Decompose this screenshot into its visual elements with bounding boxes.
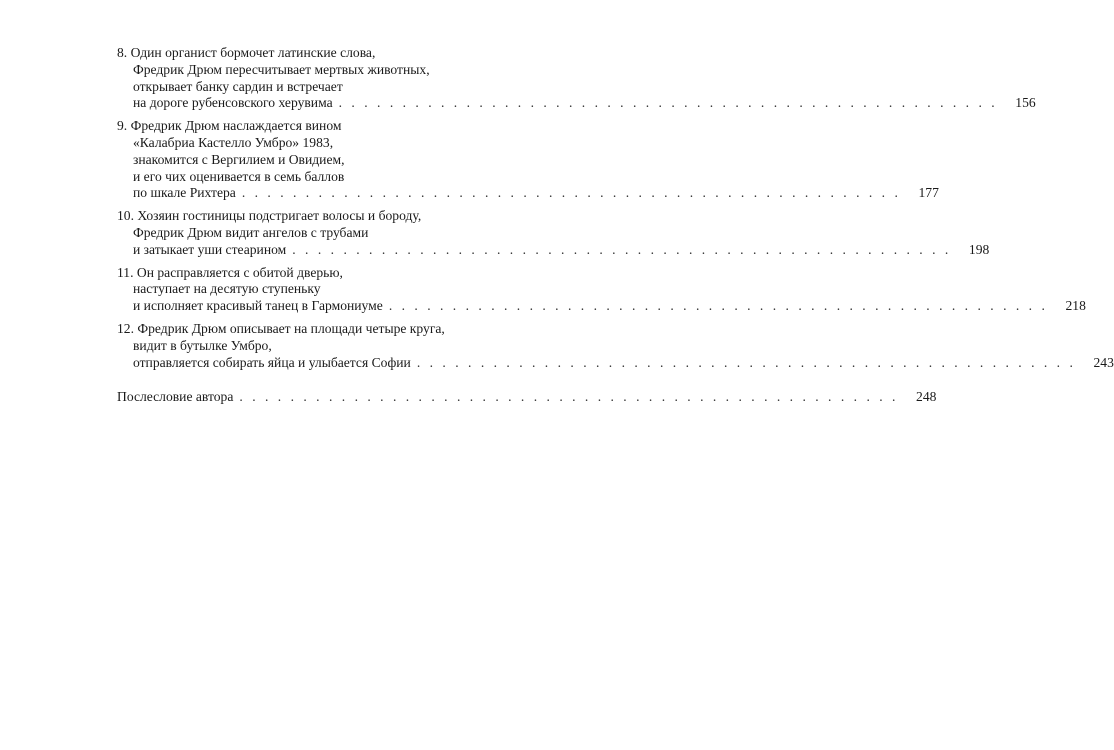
dot-leader: . . . . . . . . . . . . . . . . . . . . . . . . . . . . . . . . . . . . . . . . . . . . . . . . . . . . — [338, 95, 998, 111]
toc-entry-title: 10. Хозяин гостиницы подстригает волосы и бороду, — [117, 208, 422, 224]
table-of-contents — [117, 45, 1114, 412]
toc-entry-line: и исполняет красивый танец в Гармониуме — [133, 298, 383, 314]
page-number: 177 — [918, 185, 939, 201]
toc-entry-11[interactable] — [117, 264, 1086, 315]
toc-entry-line: и его чих оценивается в семь баллов — [133, 168, 345, 184]
dot-leader: . . . . . . . . . . . . . . . . . . . . . . . . . . . . . . . . . . . . . . . . . . . . . . . . . . . . — [388, 298, 1048, 314]
toc-entry-line: наступает на десятую ступеньку — [133, 281, 321, 297]
toc-entry-title: 11. Он расправляется с обитой дверью, — [117, 264, 343, 280]
page-number: 248 — [916, 389, 937, 405]
toc-entry-8[interactable] — [117, 45, 1036, 112]
toc-entry-12[interactable] — [117, 320, 1114, 371]
toc-entry-line: видит в бутылке Умбро, — [133, 337, 272, 353]
toc-entry-last-line — [117, 298, 1086, 315]
dot-leader: . . . . . . . . . . . . . . . . . . . . . . . . . . . . . . . . . . . . . . . . . . . . . . . . . . . . — [292, 241, 952, 257]
page-number: 156 — [1015, 95, 1036, 111]
toc-entry-line: по шкале Рихтера — [133, 185, 236, 201]
toc-entry-line: Фредрик Дрюм видит ангелов с трубами — [133, 224, 369, 240]
toc-entry-last-line — [117, 185, 939, 202]
toc-entry-last-line — [117, 241, 990, 259]
toc-entry-title: 12. Фредрик Дрюм описывает на площади четыре круга, — [117, 320, 445, 336]
toc-entry-line: отправляется собирать яйца и улыбается Софии — [133, 354, 411, 370]
toc-entry-10[interactable] — [117, 208, 990, 258]
page-number: 218 — [1065, 298, 1086, 314]
toc-entry-afterword[interactable] — [117, 389, 937, 406]
toc-entry-title: 8. Один органист бормочет латинские слова, — [117, 45, 376, 60]
toc-entry-line: знакомится с Вергилием и Овидием, — [133, 151, 345, 167]
toc-entry-last-line — [117, 95, 1036, 112]
dot-leader: . . . . . . . . . . . . . . . . . . . . . . . . . . . . . . . . . . . . . . . . . . . . . . . . . . . . — [241, 185, 901, 201]
toc-entry-9[interactable] — [117, 118, 939, 202]
dot-leader: . . . . . . . . . . . . . . . . . . . . . . . . . . . . . . . . . . . . . . . . . . . . . . . . . . . . — [239, 389, 899, 405]
toc-entry-line: открывает банку сардин и встречает — [133, 78, 343, 94]
toc-entry-line: на дороге рубенсовского херувима — [133, 95, 333, 111]
afterword-label: Послесловие автора — [117, 389, 234, 405]
toc-entry-line: Фредрик Дрюм пересчитывает мертвых животных, — [133, 61, 430, 77]
page-number: 198 — [968, 241, 990, 257]
toc-entry-last-line — [117, 389, 937, 406]
toc-entry-line: «Калабриа Кастелло Умбро» 1983, — [133, 134, 334, 150]
toc-entry-line: и затыкает уши стеарином — [133, 241, 287, 257]
toc-entry-last-line — [117, 354, 1114, 372]
toc-entry-title: 9. Фредрик Дрюм наслаждается вином — [117, 118, 342, 134]
page-number: 243 — [1093, 354, 1114, 370]
dot-leader: . . . . . . . . . . . . . . . . . . . . . . . . . . . . . . . . . . . . . . . . . . . . . . . . . . . . — [416, 354, 1076, 370]
